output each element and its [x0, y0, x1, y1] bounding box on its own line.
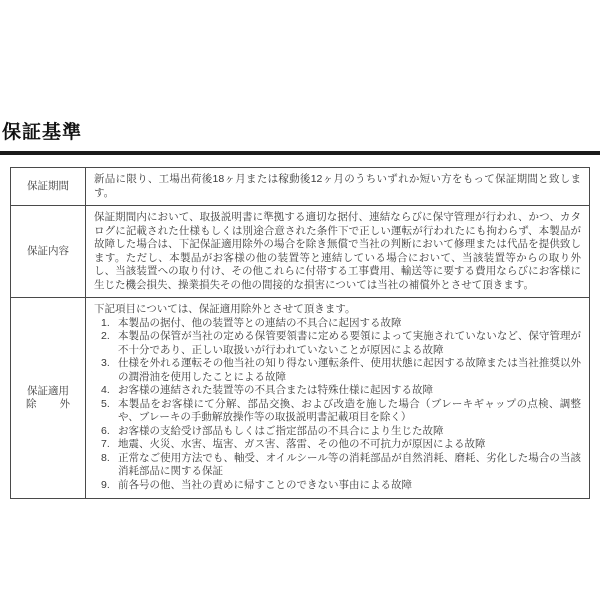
- list-item: [94, 425, 581, 439]
- exclusion-intro: 下記項目については、保証適用除外とさせて頂きます。: [94, 303, 356, 315]
- list-item-number: 1.: [101, 316, 110, 329]
- list-item-number: 6.: [101, 424, 110, 437]
- row-content-warranty-exclusions: [86, 298, 590, 499]
- warranty-table: [10, 167, 590, 499]
- list-item-text: 本製品の据付、他の装置等との連結の不具合に起因する故障: [118, 316, 402, 329]
- list-item-number: 2.: [101, 330, 110, 342]
- list-item: [94, 357, 581, 384]
- list-item: [94, 384, 581, 398]
- page-title: 保証基準: [2, 122, 83, 143]
- exclusion-label-line1: 保証適用: [27, 384, 69, 397]
- list-item-text: 仕様を外れる運転その他当社の知り得ない運転条件、使用状態に起因する故障または当社推奨以外の潤滑油を使用したことによる故障: [118, 357, 581, 383]
- row-label-warranty-period: 保証期間: [11, 168, 86, 206]
- list-item-text: 本製品の保管が当社の定める保管要領書に定める要領によって実施されていないなど、保守管理が不十分であり、正しい取扱いが行われていないことが原因による故障: [118, 330, 581, 356]
- list-item-text: 正常なご使用方法でも、軸受、オイルシール等の消耗部品が自然消耗、磨耗、劣化した場合の当該消耗部品に関する保証: [118, 451, 581, 477]
- list-item-text: 本製品をお客様にて分解、部品交換、および改造を施した場合（ブレーキギャップの点検、調整や、ブレーキの手動解放操作等の取扱説明書記載項目を除く）: [118, 397, 581, 423]
- row-content-warranty-coverage: 保証期間内において、取扱説明書に準拠する適切な据付、連結ならびに保守管理が行われ、かつ、カタログに記載された仕様もしくは別途合意された条件下で正しい運転が行われたにも拘わらず、本製品が故障した場合は、下記保証適用除外の場合を除き無償で当社の判断において修理または代品を提供致します。ただし、本製品がお客様の他の装置等と連結している場合において、当該装置等からの取り外し、当該装置への取り付け、その他これらに付帯する工事費用、輸送等に要する費用ならびにお客様に生じた機会損失、操業損失その他の間接的な損害については当社の補償外とさせて頂きます。: [86, 206, 590, 298]
- row-content-warranty-period: 新品に限り、工場出荷後18ヶ月または稼動後12ヶ月のうちいずれか短い方をもって保証期間と致します。: [86, 168, 590, 206]
- list-item-number: 8.: [101, 451, 110, 464]
- list-item-number: 5.: [101, 397, 110, 410]
- exclusion-label-line2: 除外: [25, 398, 71, 410]
- list-item-text: お客様の支給受け部品もしくはご指定部品の不具合により生じた故障: [118, 424, 444, 437]
- table-row-warranty-period: [11, 168, 590, 206]
- list-item: [94, 452, 581, 479]
- list-item: [94, 438, 581, 452]
- row-label-warranty-exclusions: [11, 298, 86, 499]
- list-item-number: 4.: [101, 384, 110, 396]
- list-item: [94, 398, 581, 425]
- list-item-number: 9.: [101, 478, 110, 491]
- list-item: [94, 317, 581, 331]
- list-item: [94, 330, 581, 357]
- list-item-number: 3.: [101, 357, 110, 369]
- title-divider-rule: [0, 151, 600, 155]
- row-label-warranty-coverage: 保証内容: [11, 206, 86, 298]
- list-item-number: 7.: [101, 438, 110, 450]
- list-item-text: お客様の連結された装置等の不具合または特殊仕様に起因する故障: [118, 384, 433, 396]
- table-row-warranty-coverage: [11, 206, 590, 298]
- list-item-text: 前各号の他、当社の責めに帰すことのできない事由による故障: [118, 478, 412, 491]
- list-item-text: 地震、火災、水害、塩害、ガス害、落雷、その他の不可抗力が原因による故障: [118, 438, 486, 450]
- table-row-warranty-exclusions: [11, 298, 590, 499]
- list-item: [94, 479, 581, 493]
